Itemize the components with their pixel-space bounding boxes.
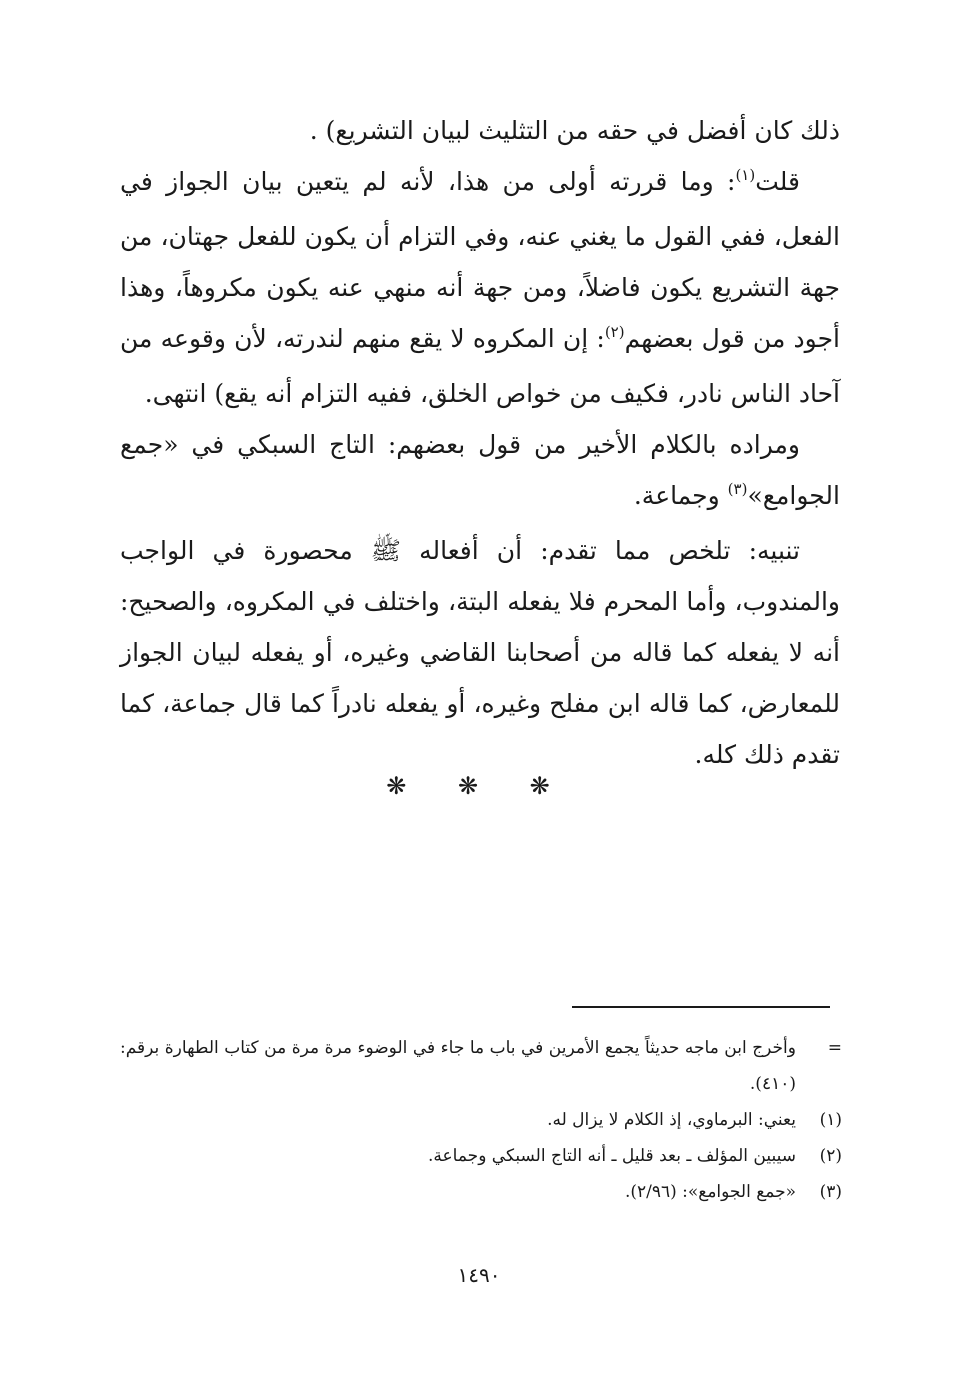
footnote-number: (٣) <box>819 1182 842 1202</box>
paragraph-2-text-c: : إن المكروه لا يقع منهم لندرته، لأن وقوعه من آحاد الناس نادر، فكيف من خواص الخلق، ففيه التزام أنه يقع) انتهى. <box>120 324 840 408</box>
footnote-continued <box>120 1030 842 1102</box>
footnote-ref-3: (٣) <box>727 480 748 498</box>
section-separator: ❋ ❋ ❋ <box>386 772 572 800</box>
footnote-3 <box>120 1174 842 1210</box>
footnote-ref-1: (١) <box>735 166 756 184</box>
paragraph-3 <box>120 419 840 525</box>
footnote-1 <box>120 1102 842 1138</box>
paragraph-2 <box>120 156 840 419</box>
footnote-text: سيبين المؤلف ـ بعد قليل ـ أنه التاج السبكي وجماعة. <box>428 1146 796 1166</box>
paragraph-3-text-b: وجماعة. <box>633 481 728 510</box>
footnote-text: يعني: البرماوي، إذ الكلام لا يزال له. <box>547 1110 796 1130</box>
footnote-divider <box>572 1006 830 1008</box>
footnote-number: (٢) <box>819 1146 842 1166</box>
page-number: ١٤٩٠ <box>457 1263 501 1287</box>
paragraph-1 <box>120 105 840 156</box>
paragraph-4-text: تنبيه: تلخص مما تقدم: أن أفعاله ﷺ محصورة في الواجب والمندوب، وأما المحرم فلا يفعله البتة، واختلف في المكروه، والصحيح: أنه لا يفعله كما قاله من أصحابنا القاضي وغيره، أو يفعله لبيان الجواز للمعارض، كما قاله ابن مفلح وغيره، أو يفعله نادراً كما قال جماعة، كما تقدم ذلك كله. <box>120 536 840 769</box>
paragraph-2-text-b: : وما قررته أولى من هذا، لأنه لم يتعين بيان الجواز في الفعل، ففي القول ما يغني عنه، وفي التزام أن يكون للفعل جهتان، من جهة التشريع يكون فاضلاً، ومن جهة أنه منهي عنه يكون مكروهاً، وهذا أجود من قول بعضهم <box>120 167 840 353</box>
paragraph-2-text-a: قلت <box>755 167 800 196</box>
footnote-2 <box>120 1138 842 1174</box>
main-text <box>120 105 840 780</box>
paragraph-4 <box>120 525 840 780</box>
footnotes <box>120 1030 842 1210</box>
paragraph-1-text: ذلك كان أفضل في حقه من التثليث لبيان التشريع) . <box>309 116 840 145</box>
paragraph-3-text-a: ومراده بالكلام الأخير من قول بعضهم: التاج السبكي في «جمع الجوامع» <box>120 430 840 510</box>
footnote-ref-2: (٢) <box>604 323 625 341</box>
footnote-number: (١) <box>819 1110 842 1130</box>
footnote-number: = <box>827 1038 842 1058</box>
footnote-text: وأخرج ابن ماجه حديثاً يجمع الأمرين في باب ما جاء في الوضوء مرة مرة من كتاب الطهارة برقم: (٤١٠). <box>120 1038 796 1094</box>
footnote-text: «جمع الجوامع»: (٢/٩٦). <box>624 1182 796 1202</box>
